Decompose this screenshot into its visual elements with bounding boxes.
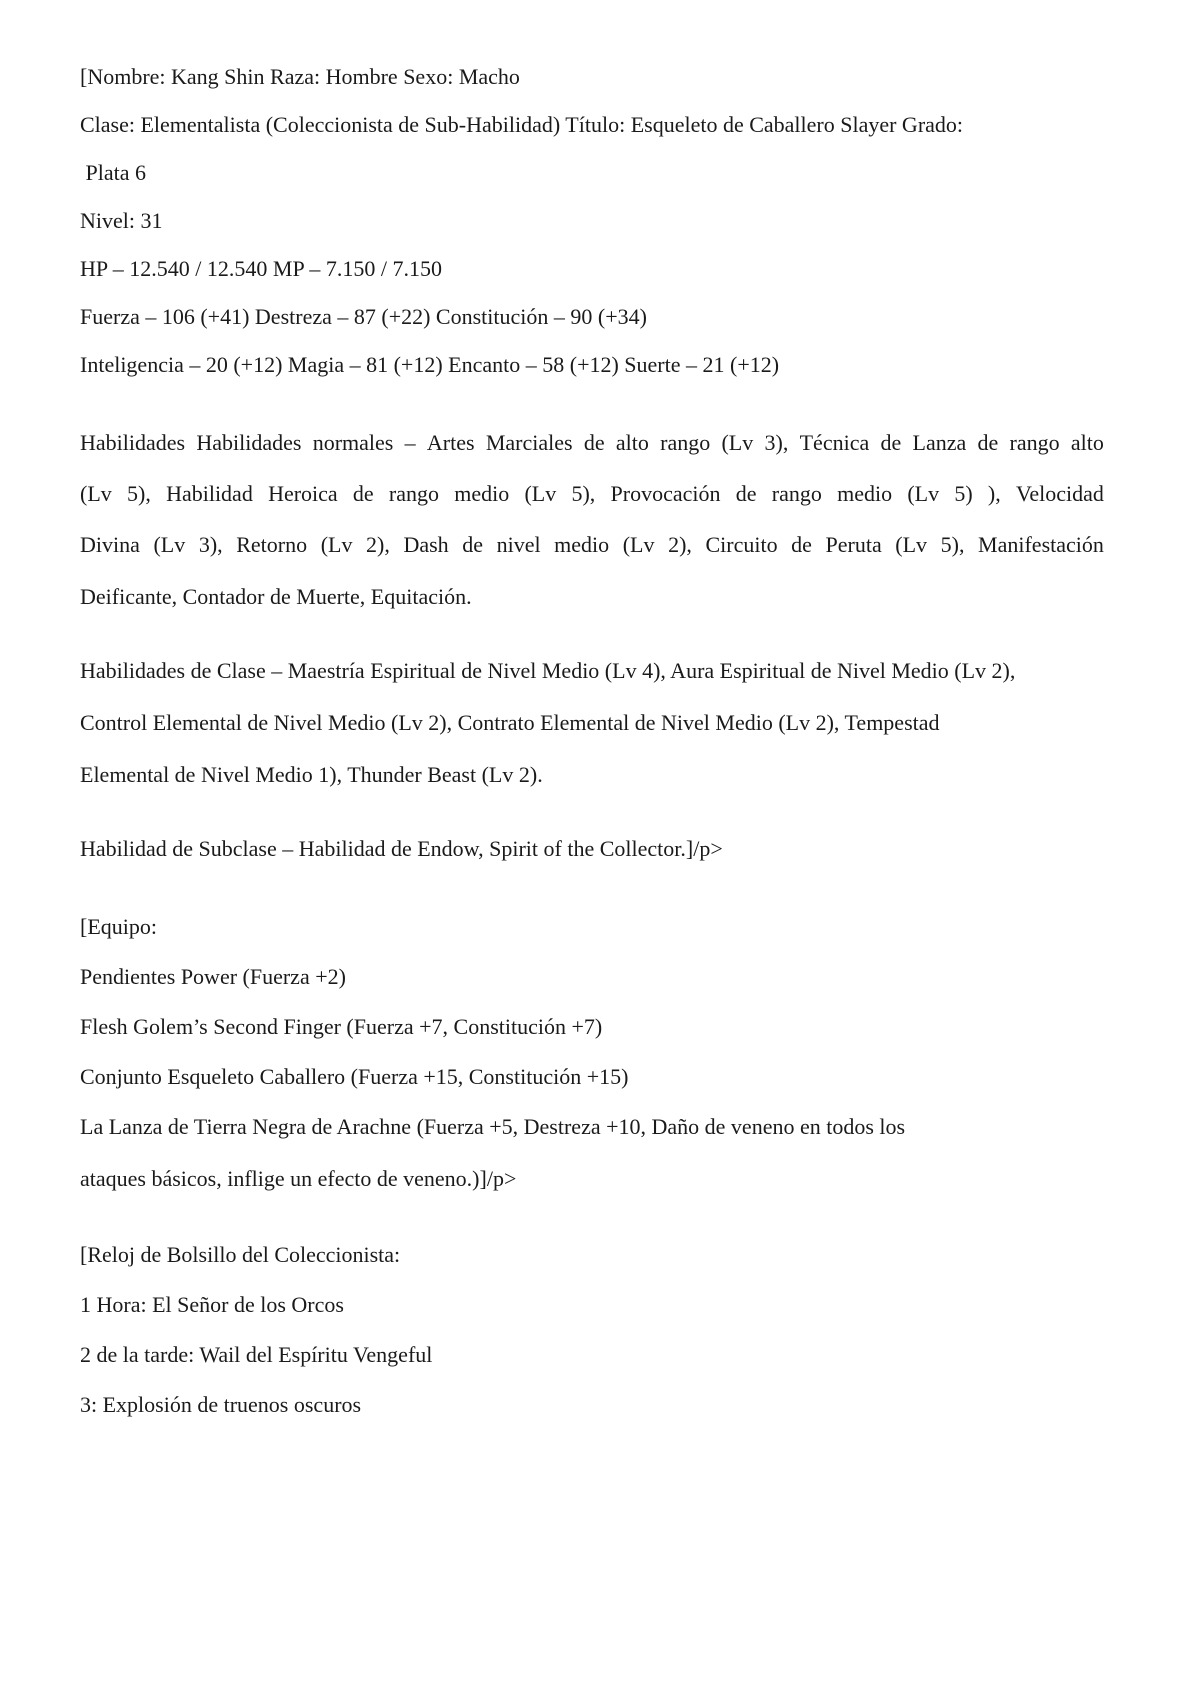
character-hp-mp-line: HP – 12.540 / 12.540 MP – 7.150 / 7.150 [80, 256, 443, 281]
skills-class-line-3: Elemental de Nivel Medio 1), Thunder Beast (Lv 2). [80, 762, 543, 787]
skills-class-line-2: Control Elemental de Nivel Medio (Lv 2), Contrato Elemental de Nivel Medio (Lv 2), Tempestad [80, 710, 940, 735]
equipment-item-4-line-1: La Lanza de Tierra Negra de Arachne (Fuerza +5, Destreza +10, Daño de veneno en todos los [80, 1114, 906, 1139]
equipment-item-1: Pendientes Power (Fuerza +2) [80, 964, 346, 989]
skills-normal-line-2 [80, 483, 1104, 505]
paragraph-word: 5), [571, 481, 596, 506]
paragraph-word: – [404, 430, 416, 455]
character-stats-line-1: Fuerza – 106 (+41) Destreza – 87 (+22) Constitución – 90 (+34) [80, 304, 647, 329]
paragraph-word: (Lv [153, 532, 186, 557]
paragraph-word: 5), [940, 532, 965, 557]
paragraph-word: Provocación [610, 481, 721, 506]
skills-normal-line-3 [80, 534, 1104, 556]
paragraph-word: Habilidades [196, 430, 302, 455]
pocket-watch-item-3: 3: Explosión de truenos oscuros [80, 1392, 362, 1417]
pocket-watch-item-2: 2 de la tarde: Wail del Espíritu Vengeful [80, 1342, 433, 1367]
paragraph-word: de [352, 481, 374, 506]
paragraph-word: alto [615, 430, 649, 455]
paragraph-word: de [583, 430, 605, 455]
skills-class-line-1: Habilidades de Clase – Maestría Espiritual de Nivel Medio (Lv 4), Aura Espiritual de Nivel Medio (Lv 2), [80, 658, 1016, 683]
paragraph-word: Retorno [236, 532, 308, 557]
paragraph-word: 2), [668, 532, 692, 557]
character-stats-line-2: Inteligencia – 20 (+12) Magia – 81 (+12) Encanto – 58 (+12) Suerte – 21 (+12) [80, 352, 780, 377]
equipment-heading: [Equipo: [80, 914, 157, 939]
skills-normal-line-4: Deificante, Contador de Muerte, Equitación. [80, 584, 472, 609]
paragraph-word: de [462, 532, 483, 557]
paragraph-word: (Lv [895, 532, 928, 557]
paragraph-word: rango [660, 430, 711, 455]
skills-normal-line-1 [80, 432, 1104, 454]
paragraph-word: 2), [366, 532, 390, 557]
paragraph-word: Habilidad [166, 481, 253, 506]
paragraph-word: Habilidades [80, 430, 186, 455]
equipment-item-2: Flesh Golem’s Second Finger (Fuerza +7, Constitución +7) [80, 1014, 603, 1039]
paragraph-word: (Lv [80, 481, 112, 506]
paragraph-word: Heroica [268, 481, 338, 506]
paragraph-word: 3), [198, 532, 223, 557]
skills-subclass-line: Habilidad de Subclase – Habilidad de Endow, Spirit of the Collector.]/p> [80, 836, 723, 861]
paragraph-word: ), [987, 481, 1001, 506]
paragraph-word: Marciales [485, 430, 573, 455]
paragraph-word: Divina [80, 532, 140, 557]
paragraph-word: 3), [764, 430, 789, 455]
paragraph-word: (Lv [907, 481, 940, 506]
pocket-watch-heading: [Reloj de Bolsillo del Coleccionista: [80, 1242, 401, 1267]
paragraph-word: de [735, 481, 757, 506]
paragraph-word: medio [454, 481, 510, 506]
pocket-watch-item-1: 1 Hora: El Señor de los Orcos [80, 1292, 344, 1317]
paragraph-word: Peruta [825, 532, 882, 557]
paragraph-word: medio [554, 532, 610, 557]
paragraph-word: alto [1070, 430, 1104, 455]
paragraph-word: Manifestación [978, 532, 1104, 557]
paragraph-word: 5) [954, 481, 973, 506]
character-grade-line: Plata 6 [80, 160, 146, 185]
paragraph-word: Lanza [912, 430, 967, 455]
equipment-item-3: Conjunto Esqueleto Caballero (Fuerza +15, Constitución +15) [80, 1064, 629, 1089]
paragraph-word: de [880, 430, 902, 455]
paragraph-word: rango [771, 481, 822, 506]
paragraph-word: nivel [496, 532, 541, 557]
paragraph-word: Técnica [799, 430, 870, 455]
paragraph-word: rango [1009, 430, 1060, 455]
equipment-item-4-line-2: ataques básicos, inflige un efecto de veneno.)]/p> [80, 1166, 517, 1191]
paragraph-word: 5), [127, 481, 151, 506]
paragraph-word: (Lv [721, 430, 754, 455]
paragraph-word: normales [312, 430, 394, 455]
paragraph-word: (Lv [524, 481, 557, 506]
character-level-line: Nivel: 31 [80, 208, 163, 233]
paragraph-word: de [977, 430, 999, 455]
paragraph-word: Velocidad [1015, 481, 1104, 506]
paragraph-word: Artes [426, 430, 475, 455]
paragraph-word: medio [837, 481, 893, 506]
paragraph-word: Dash [403, 532, 449, 557]
paragraph-word: rango [388, 481, 440, 506]
paragraph-word: Circuito [705, 532, 778, 557]
paragraph-word: (Lv [622, 532, 655, 557]
character-class-line: Clase: Elementalista (Coleccionista de Sub-Habilidad) Título: Esqueleto de Caballero Slayer Grado: [80, 112, 964, 137]
paragraph-word: (Lv [320, 532, 353, 557]
character-name-line: [Nombre: Kang Shin Raza: Hombre Sexo: Macho [80, 64, 520, 89]
paragraph-word: de [791, 532, 812, 557]
